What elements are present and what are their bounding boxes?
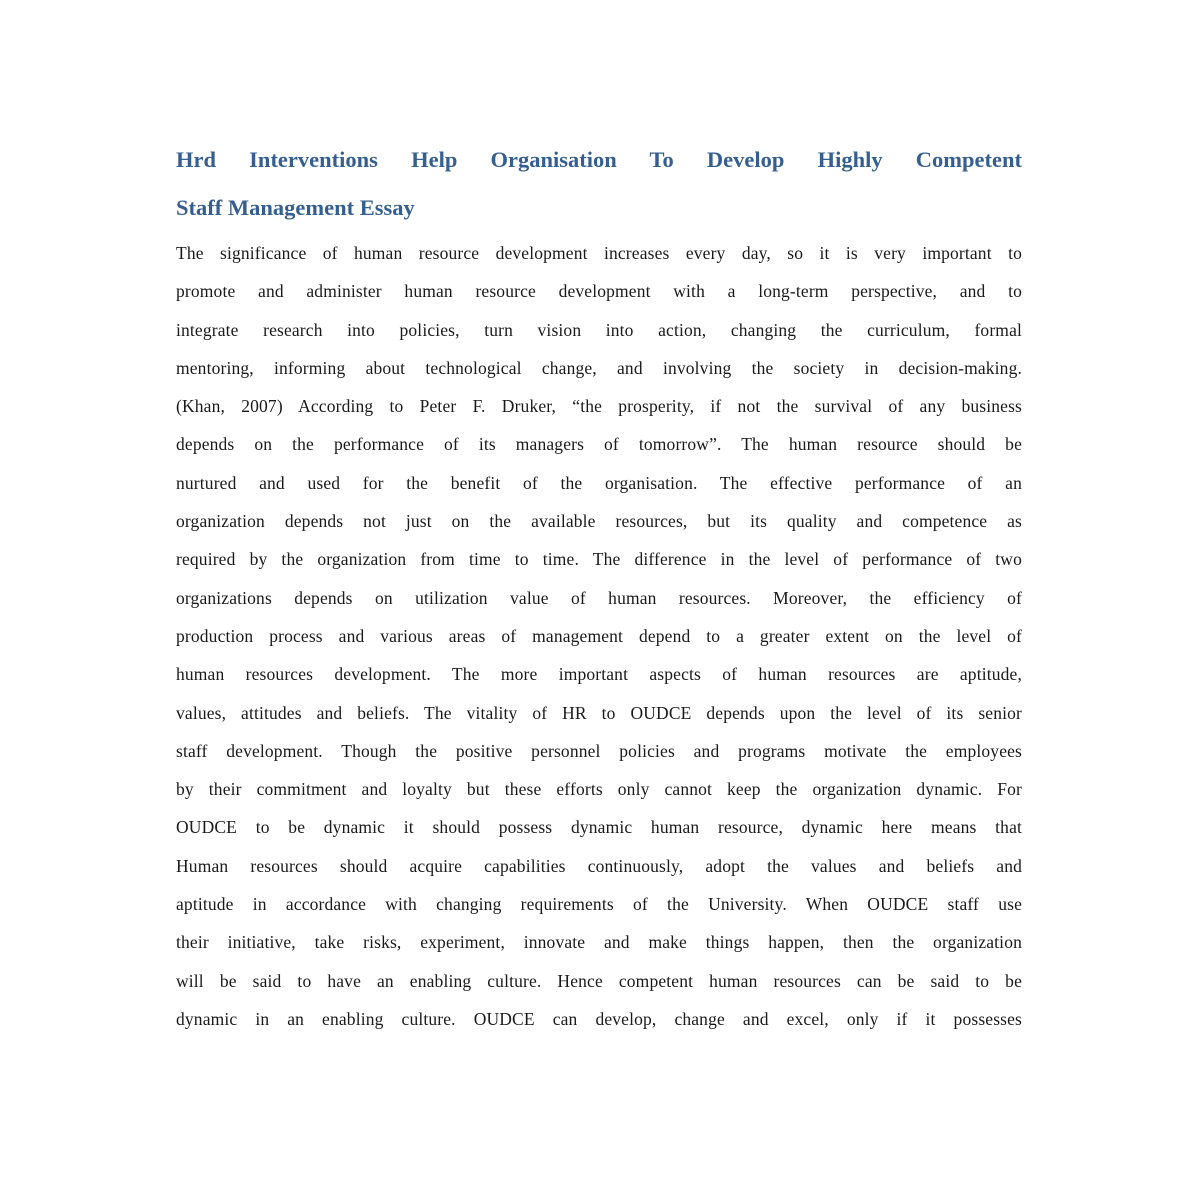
body-line: will be said to have an enabling culture. Hence competent human resources can be said to be [176, 970, 1022, 991]
body-line: Human resources should acquire capabilities continuously, adopt the values and beliefs and [176, 855, 1022, 876]
title-line: Hrd Interventions Help Organisation To Develop Highly Competent [176, 147, 1022, 172]
body-line: integrate research into policies, turn vision into action, changing the curriculum, formal [176, 319, 1022, 340]
body-line: values, attitudes and beliefs. The vitality of HR to OUDCE depends upon the level of its senior [176, 702, 1022, 723]
body-line: production process and various areas of management depend to a greater extent on the level of [176, 625, 1022, 646]
body-line: (Khan, 2007) According to Peter F. Druker, “the prosperity, if not the survival of any business [176, 396, 1022, 417]
body-line: staff development. Though the positive personnel policies and programs motivate the employees [176, 740, 1022, 761]
document-title [176, 136, 1022, 232]
document-content [176, 136, 1022, 1038]
body-line: OUDCE to be dynamic it should possess dynamic human resource, dynamic here means that [176, 817, 1022, 838]
body-line: their initiative, take risks, experiment, innovate and make things happen, then the organization [176, 932, 1022, 953]
body-line: human resources development. The more important aspects of human resources are aptitude, [176, 664, 1022, 685]
body-line: depends on the performance of its managers of tomorrow”. The human resource should be [176, 434, 1022, 455]
body-line: by their commitment and loyalty but these efforts only cannot keep the organization dynamic. For [176, 779, 1022, 800]
body-line: organization depends not just on the available resources, but its quality and competence as [176, 511, 1022, 532]
body-line: aptitude in accordance with changing requirements of the University. When OUDCE staff use [176, 894, 1022, 915]
title-line: Staff Management Essay [176, 195, 415, 220]
body-line: promote and administer human resource development with a long-term perspective, and to [176, 281, 1022, 302]
body-line: dynamic in an enabling culture. OUDCE can develop, change and excel, only if it possesses [176, 1008, 1022, 1029]
body-line: organizations depends on utilization value of human resources. Moreover, the efficiency of [176, 587, 1022, 608]
body-line: mentoring, informing about technological change, and involving the society in decision-making. [176, 357, 1022, 378]
body-line: required by the organization from time to time. The difference in the level of performance of two [176, 549, 1022, 570]
body-line: nurtured and used for the benefit of the organisation. The effective performance of an [176, 472, 1022, 493]
body-line: The significance of human resource development increases every day, so it is very important to [176, 243, 1022, 263]
body-paragraph [176, 234, 1022, 1038]
